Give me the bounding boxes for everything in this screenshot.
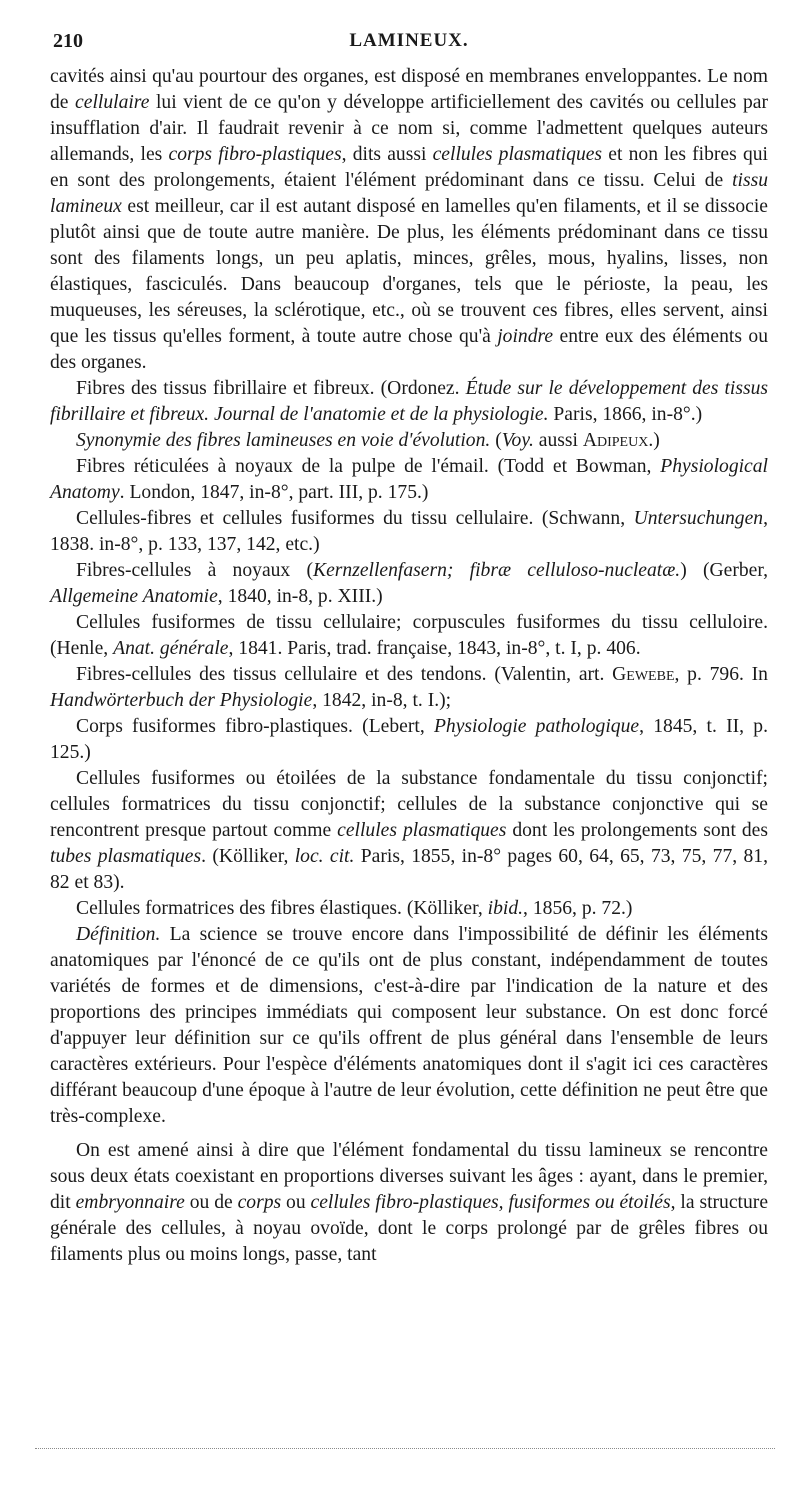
italic-run: cellules plasmatiques — [337, 820, 507, 841]
text-run: Corps fusiformes fibro-plastiques. (Lebert, — [76, 716, 434, 737]
italic-run: Kernzellenfasern; fibræ celluloso-nucleatæ. — [313, 560, 681, 581]
text-run: et non les fibres qui en sont des prolongements, étaient l'élément prédominant dans ce tissu. Celui de — [50, 144, 768, 191]
text-run: Cellules-fibres et cellules fusiformes du tissu cellulaire. (Schwann, — [76, 508, 634, 529]
text-run: On est amené ainsi à dire que l'élément fondamental du tissu lamineux se rencontre sous deux états coexistant en proportions diverses suivant les âges : ayant, dans le premier, dit — [50, 1140, 768, 1213]
italic-run: tubes plasmatiques — [50, 846, 202, 867]
text-run: .) — [648, 430, 660, 451]
italic-run: Étude sur le développement des tissus fibrillaire et fibreux. Journal de l'anatomie et de la physiologie. — [50, 378, 769, 425]
text-run: , 1841. Paris, trad. française, 1843, in-8°, t. I, p. 406. — [228, 638, 641, 659]
italic-run: cellulaire — [75, 92, 150, 113]
reference-todd-bowman — [50, 454, 768, 506]
italic-run: Allgemeine Anatomie — [50, 586, 218, 607]
italic-run: Physiologie pathologique — [433, 716, 640, 737]
text-run: lui vient de ce qu'on y développe artificiellement des cavités ou cellules par insufflation d'air. Il faudrait revenir à ce nom si, comme l'admettent quelques auteurs allemands, les — [50, 92, 768, 165]
reference-synonymie — [50, 428, 768, 454]
reference-kolliker-elastiques — [50, 896, 768, 922]
text-run: . (Kölliker, — [201, 846, 295, 867]
text-run: Fibres-cellules à noyaux ( — [76, 560, 314, 581]
text-run: Fibres réticulées à noyaux de la pulpe de l'émail. (Todd et Bowman, — [76, 456, 661, 477]
text-run: Cellules fusiformes de tissu cellulaire; corpuscules fusiformes du tissu celluloire. (Henle, — [50, 612, 768, 659]
italic-run: corps — [237, 1192, 282, 1213]
italic-run: Définition. — [76, 924, 161, 945]
text-run: , 1845, t. II, p. 125.) — [50, 716, 768, 763]
text-run: ( — [490, 430, 502, 451]
text-run: , dits aussi — [341, 144, 433, 165]
small-caps-run: Adipeux — [582, 430, 649, 451]
text-run: , 1856, p. 72.) — [523, 898, 633, 919]
reference-schwann — [50, 506, 768, 558]
reference-valentin — [50, 662, 768, 714]
reference-ordonez — [50, 376, 768, 428]
text-run: , p. 796. In — [674, 664, 768, 685]
italic-run: loc. cit. — [294, 846, 355, 867]
paragraph-deux-etats — [50, 1138, 768, 1268]
small-caps-run: Gewebe — [612, 664, 675, 685]
text-run: Paris, 1855, in-8° pages 60, 64, 65, 73, 75, 77, 81, 82 et 83). — [50, 846, 768, 893]
italic-run: joindre — [497, 326, 554, 347]
text-run: , 1840, in-8, p. XIII.) — [217, 586, 383, 607]
reference-lebert — [50, 714, 768, 766]
text-run: ou de — [184, 1192, 238, 1213]
text-run: . London, 1847, in-8°, part. III, p. 175.) — [119, 482, 429, 503]
text-run: Fibres-cellules des tissus cellulaire et des tendons. (Valentin, art. — [76, 664, 613, 685]
italic-run: Physiological Anatomy — [50, 456, 768, 503]
italic-run: cellules plasmatiques — [432, 144, 603, 165]
italic-run: ibid. — [487, 898, 524, 919]
italic-run: Handwörterbuch der Physiologie — [50, 690, 313, 711]
bottom-dotted-rule — [35, 1448, 775, 1449]
text-run: Cellules fusiformes ou étoilées de la substance fondamentale du tissu conjonctif; cellules formatrices du tissu conjonctif; cellules de la substance conjonctive qui se rencontrent presque partout comme — [50, 768, 768, 841]
book-page — [50, 30, 768, 1268]
text-run: , la structure générale des cellules, à noyau ovoïde, dont le corps prolongé par de grêles fibres ou filaments plus ou moins longs, passe, tant — [50, 1192, 769, 1265]
italic-run: Synonymie des fibres lamineuses en voie d'évolution. — [76, 430, 491, 451]
running-title: LAMINEUX. — [349, 30, 469, 51]
text-run: Fibres des tissus fibrillaire et fibreux. (Ordonez. — [76, 378, 466, 399]
italic-run: Untersuchungen — [633, 508, 764, 529]
text-run: dont les prolongements sont des — [506, 820, 768, 841]
body-text — [50, 64, 768, 1268]
paragraph-continuation — [50, 64, 768, 376]
text-run: La science se trouve encore dans l'impossibilité de définir les éléments anatomiques par l'énoncé de ce qu'ils ont de plus constant, indépendamment de toutes variétés de formes et de dimensions, c'est-à-dire par l'indication de la nature et des proportions des principes immédiats qui composent leur substance. On est donc forcé d'appuyer leur définition sur ce qu'ils offrent de plus général dans l'ensemble de leurs caractères extérieurs. Pour l'espèce d'éléments anatomiques dont il s'agit ici ces caractères différant beaucoup d'une époque à l'autre de leur évolution, cette définition ne peut être que très-complexe. — [50, 924, 768, 1127]
text-run: entre eux des éléments ou des organes. — [50, 326, 768, 373]
italic-run: tissu lamineux — [50, 170, 768, 217]
italic-run: corps fibro-plastiques — [168, 144, 342, 165]
text-run: Paris, 1866, in-8°.) — [548, 404, 703, 425]
italic-run: cellules fibro-plastiques, fusiformes ou étoilés — [310, 1192, 671, 1213]
text-run: aussi — [533, 430, 583, 451]
italic-run: Anat. générale — [113, 638, 229, 659]
reference-henle — [50, 610, 768, 662]
text-run: , 1838. in-8°, p. 133, 137, 142, etc.) — [50, 508, 768, 555]
text-run: est meilleur, car il est autant disposé en lamelles qu'en filaments, et il se dissocie plutôt ainsi que de toute autre manière. De plus, les éléments prédominant dans ce tissu sont des filaments longs, un peu aplatis, minces, grêles, mous, hyalins, lisses, non élastiques, fasciculés. Dans beaucoup d'organes, tels que le périoste, la peau, les muqueuses, les séreuses, la sclérotique, etc., où se trouvent ces fibres, elles servent, ainsi que les tissus qu'elles forment, à toute autre chose qu'à — [50, 196, 768, 347]
page-number: 210 — [53, 30, 83, 52]
paragraph-definition — [50, 922, 768, 1130]
text-run: ou — [281, 1192, 311, 1213]
reference-gerber — [50, 558, 768, 610]
reference-kolliker-plasmatiques — [50, 766, 768, 896]
text-run: , 1842, in-8, t. I.); — [312, 690, 452, 711]
text-run: cavités ainsi qu'au pourtour des organes, est disposé en membranes enveloppantes. Le nom de — [50, 66, 768, 113]
text-run: ) (Gerber, — [680, 560, 769, 581]
italic-run: Voy. — [501, 430, 534, 451]
page-header — [50, 30, 768, 58]
text-run: Cellules formatrices des fibres élastiques. (Kölliker, — [76, 898, 488, 919]
italic-run: embryonnaire — [75, 1192, 185, 1213]
